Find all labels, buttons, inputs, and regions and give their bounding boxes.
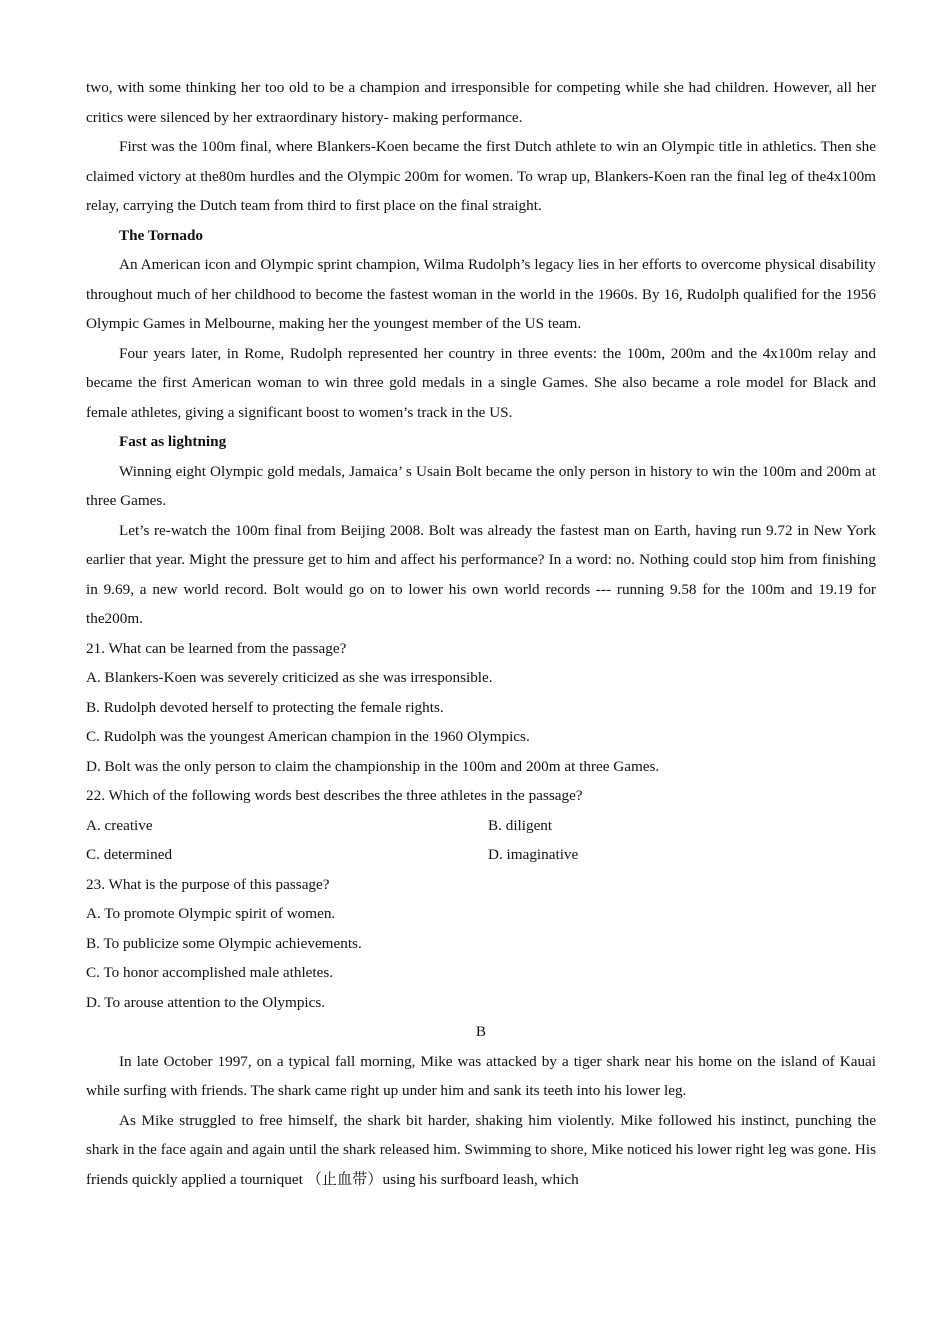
question-22-options-row-1 [86, 811, 876, 841]
section-b-label: B [475, 1023, 487, 1040]
heading-lightning: Fast as lightning [119, 433, 227, 450]
question-23-stem: 23. What is the purpose of this passage? [86, 875, 330, 893]
question-21-stem: 21. What can be learned from the passage? [86, 639, 347, 657]
question-23-option-b: B. To publicize some Olympic achievements. [86, 934, 362, 952]
question-23-option-a: A. To promote Olympic spirit of women. [86, 905, 336, 922]
paragraph-rudolph-1: An American icon and Olympic sprint champion, Wilma Rudolph’s legacy lies in her efforts to overcome physical disability throughout much of her childhood to become the fastest woman in the world in the 1960s. By 16, Rudolph qualified for the 1956 Olympic Games in Melbourne, making her the youngest member of the US team. [86, 256, 876, 332]
question-22-stem: 22. Which of the following words best describes the three athletes in the passage? [86, 787, 583, 804]
paragraph-blankers-koen: First was the 100m final, where Blankers-Koen became the first Dutch athlete to win an Olympic title in athletics. Then she claimed victory at the80m hurdles and the Olympic 200m for women. To wrap up, Blankers-Koen ran the final leg of the4x100m relay, carrying the Dutch team from third to first place on the final straight. [86, 138, 876, 214]
question-21-option-b: B. Rudolph devoted herself to protecting the female rights. [86, 698, 444, 716]
question-23-option-d: D. To arouse attention to the Olympics. [86, 993, 326, 1011]
question-22-option-a: A. creative [86, 816, 153, 834]
document-page [86, 73, 876, 1194]
question-21-option-c: C. Rudolph was the youngest American champion in the 1960 Olympics. [86, 728, 530, 745]
paragraph-bolt-1: Winning eight Olympic gold medals, Jamaica’ s Usain Bolt became the only person in history to win the 100m and 200m at three Games. [86, 462, 876, 509]
question-22-option-c: C. determined [86, 846, 173, 863]
paragraph-mike-2: As Mike struggled to free himself, the shark bit harder, shaking him violently. Mike followed his instinct, punching the shark in the face again and again until the shark released him. Swimming to shore, Mike noticed his lower right leg was gone. His friends quickly applied a tourniquet （止血带）using his surfboard leash, which [86, 1111, 876, 1188]
heading-tornado: The Tornado [119, 226, 203, 244]
question-22-options-row-2 [86, 840, 876, 870]
paragraph-mike-1: In late October 1997, on a typical fall morning, Mike was attacked by a tiger shark near his home on the island of Kauai while surfing with friends. The shark came right up under him and sank its teeth into his lower leg. [86, 1052, 876, 1099]
paragraph-rudolph-2: Four years later, in Rome, Rudolph represented her country in three events: the 100m, 200m and the 4x100m relay and became the first American woman to win three gold medals in a single Games. She also became a role model for Black and female athletes, giving a significant boost to women’s track in the US. [86, 344, 876, 421]
question-23-option-c: C. To honor accomplished male athletes. [86, 964, 334, 981]
question-22-option-d: D. imaginative [488, 846, 579, 863]
paragraph-bolt-2: Let’s re-watch the 100m final from Beijing 2008. Bolt was already the fastest man on Earth, having run 9.72 in New York earlier that year. Might the pressure get to him and affect his performance? In a word: no. Nothing could stop him from finishing in 9.69, a new world record. Bolt would go on to lower his own world records --- running 9.58 for the 100m and 19.19 for the200m. [86, 521, 876, 627]
question-21-option-a: A. Blankers-Koen was severely criticized as she was irresponsible. [86, 669, 493, 686]
question-21-option-d: D. Bolt was the only person to claim the championship in the 100m and 200m at three Games. [86, 757, 660, 775]
question-22-option-b: B. diligent [488, 816, 553, 834]
paragraph-critics: two, with some thinking her too old to be a champion and irresponsible for competing while she had children. However, all her critics were silenced by her extraordinary history- making performance. [86, 79, 876, 126]
